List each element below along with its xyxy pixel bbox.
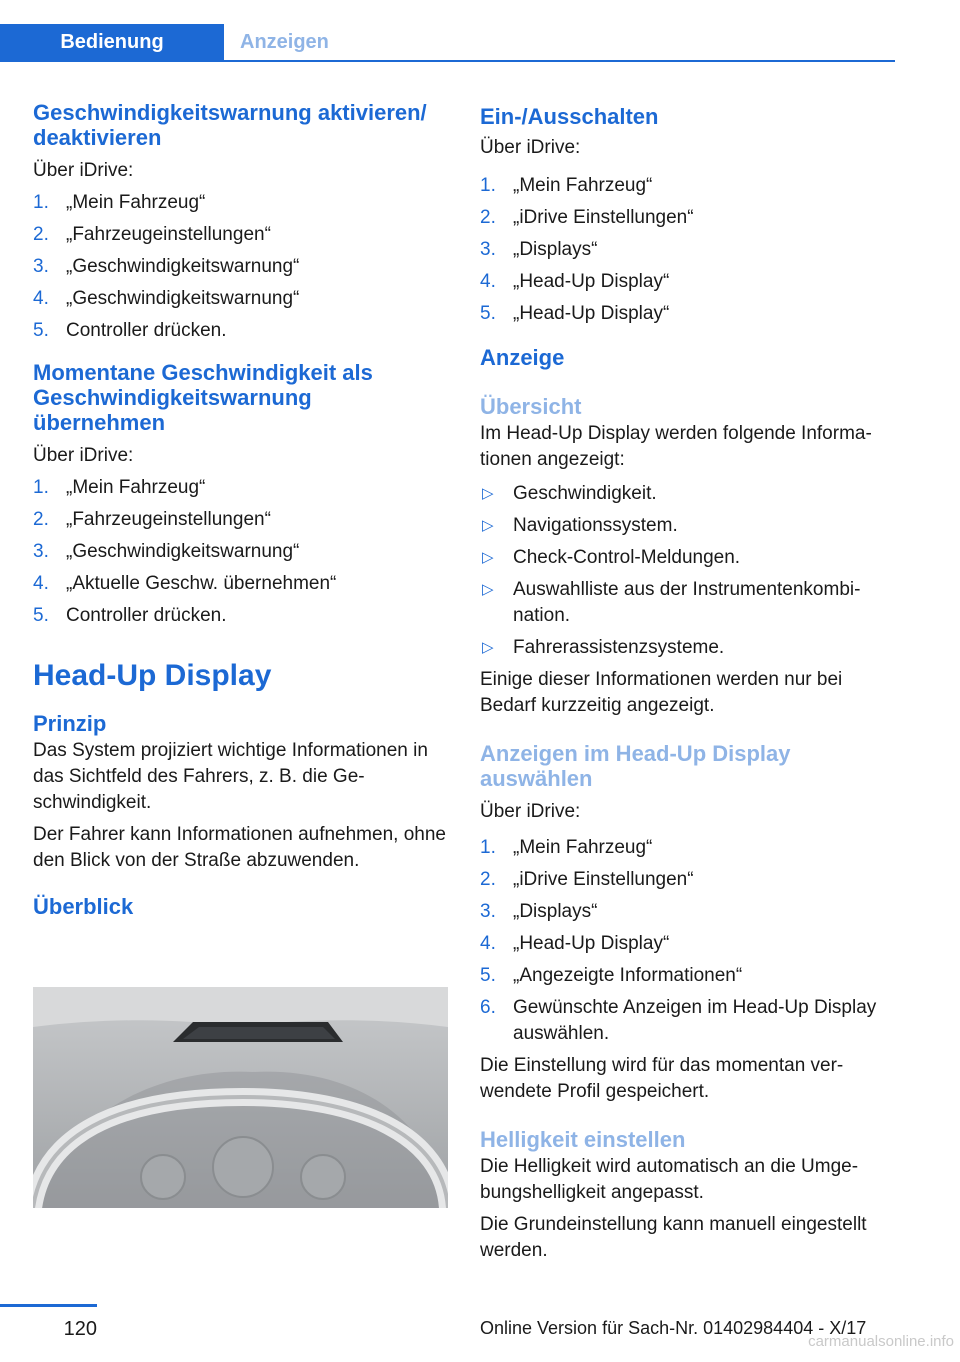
- step-list: [33, 475, 448, 629]
- list-item: ▷ Navigationssystem.: [480, 513, 900, 539]
- list-item: 1. „Mein Fahrzeug“: [480, 175, 653, 196]
- section-heading: Ein-/Ausschalten: [480, 104, 659, 129]
- watermark: carmanualsonline.info: [808, 1333, 954, 1350]
- header-divider: [0, 60, 895, 62]
- dashboard-illustration: [33, 987, 448, 1208]
- list-item: 2. „iDrive Einstellungen“: [480, 207, 694, 228]
- section-intro: Über iDrive:: [33, 160, 134, 181]
- list-item: ▷ Check-Control-Meldungen.: [480, 545, 900, 571]
- subsection-heading: Anzeigen im Head-Up Display auswählen: [480, 741, 791, 791]
- list-item: 4. „Aktuelle Geschw. übernehmen“: [33, 573, 337, 594]
- list-item: 1. „Mein Fahrzeug“: [480, 837, 653, 858]
- list-item: 3. „Displays“: [480, 901, 598, 922]
- step-list: [33, 190, 448, 344]
- list-item: 1. „Mein Fahrzeug“: [33, 192, 206, 213]
- list-item: 2. „Fahrzeugeinstellungen“: [33, 224, 271, 245]
- section-heading: Momentane Geschwindigkeit als Geschwindigkeitswarnung übernehmen: [33, 360, 373, 435]
- triangle-bullet-icon: ▷: [482, 639, 494, 656]
- subsection-heading: Helligkeit einstellen: [480, 1127, 686, 1152]
- paragraph: Die Einstellung wird für das momentan ver-wendete Profil gespeichert.: [480, 1055, 844, 1102]
- list-item: 2. „Fahrzeugeinstellungen“: [33, 509, 271, 530]
- section-intro: Über iDrive:: [480, 137, 581, 158]
- left-column: [33, 100, 448, 919]
- online-version-note: Online Version für Sach-Nr. 01402984404 - X/17: [480, 1318, 867, 1338]
- section-intro: Über iDrive:: [33, 445, 134, 466]
- list-item: 3. „Geschwindigkeitswarnung“: [33, 541, 300, 562]
- paragraph: Einige dieser Informationen werden nur bei Bedarf kurzzeitig angezeigt.: [480, 669, 843, 716]
- bullet-list: [480, 481, 900, 661]
- list-item: 5. „Head-Up Display“: [480, 303, 670, 324]
- list-item: 4. „Head-Up Display“: [480, 271, 670, 292]
- header-tabbar: [0, 24, 895, 62]
- chapter-title: Head-Up Display: [33, 659, 272, 692]
- head-up-display-figure: [33, 987, 448, 1208]
- subsection-heading: Übersicht: [480, 394, 582, 419]
- section-heading: Anzeige: [480, 345, 565, 370]
- list-item: 3. „Displays“: [480, 239, 598, 260]
- paragraph: Der Fahrer kann Informationen aufnehmen, ohne den Blick von der Straße abzuwenden.: [33, 824, 446, 871]
- paragraph: Die Helligkeit wird automatisch an die Umge-bungshelligkeit angepasst.: [480, 1156, 859, 1203]
- list-item: ▷ Fahrerassistenzsysteme.: [480, 635, 900, 661]
- list-item: 4. „Head-Up Display“: [480, 933, 670, 954]
- section-intro: Über iDrive:: [480, 801, 581, 822]
- list-item: 4. „Geschwindigkeitswarnung“: [33, 288, 300, 309]
- paragraph: Die Grundeinstellung kann manuell eingestellt werden.: [480, 1214, 867, 1261]
- section-heading: Geschwindigkeitswarnung aktivieren/ deaktivieren: [33, 100, 427, 150]
- footer-divider: [0, 1304, 97, 1307]
- step-list: [480, 835, 900, 1047]
- section-heading: Überblick: [33, 894, 134, 919]
- triangle-bullet-icon: ▷: [482, 517, 494, 534]
- list-item: ▷ Auswahlliste aus der Instrumentenkombi-nation.: [482, 579, 861, 626]
- list-item: ▷ Geschwindigkeit.: [480, 481, 900, 507]
- paragraph: Im Head-Up Display werden folgende Informa-tionen angezeigt:: [480, 423, 872, 470]
- triangle-bullet-icon: ▷: [482, 485, 494, 502]
- step-list: [480, 173, 900, 327]
- list-item: 3. „Geschwindigkeitswarnung“: [33, 256, 300, 277]
- tab-bedienung[interactable]: Bedienung: [0, 24, 224, 61]
- triangle-bullet-icon: ▷: [482, 549, 494, 566]
- list-item: 2. „iDrive Einstellungen“: [480, 869, 694, 890]
- page-number: 120: [63, 1318, 97, 1340]
- list-item: 5. Controller drücken.: [33, 605, 227, 626]
- list-item: 5. „Angezeigte Informationen“: [480, 965, 743, 986]
- section-heading: Prinzip: [33, 711, 107, 736]
- list-item: 5. Controller drücken.: [33, 320, 227, 341]
- tab-anzeigen[interactable]: Anzeigen: [240, 31, 329, 53]
- triangle-bullet-icon: ▷: [482, 581, 494, 598]
- list-item: 6. Gewünschte Anzeigen im Head-Up Display auswählen.: [480, 997, 877, 1044]
- paragraph: Das System projiziert wichtige Informationen in das Sichtfeld des Fahrers, z. B. die Ge-schwindigkeit.: [33, 740, 428, 813]
- list-item: 1. „Mein Fahrzeug“: [33, 477, 206, 498]
- right-column: [480, 104, 900, 1264]
